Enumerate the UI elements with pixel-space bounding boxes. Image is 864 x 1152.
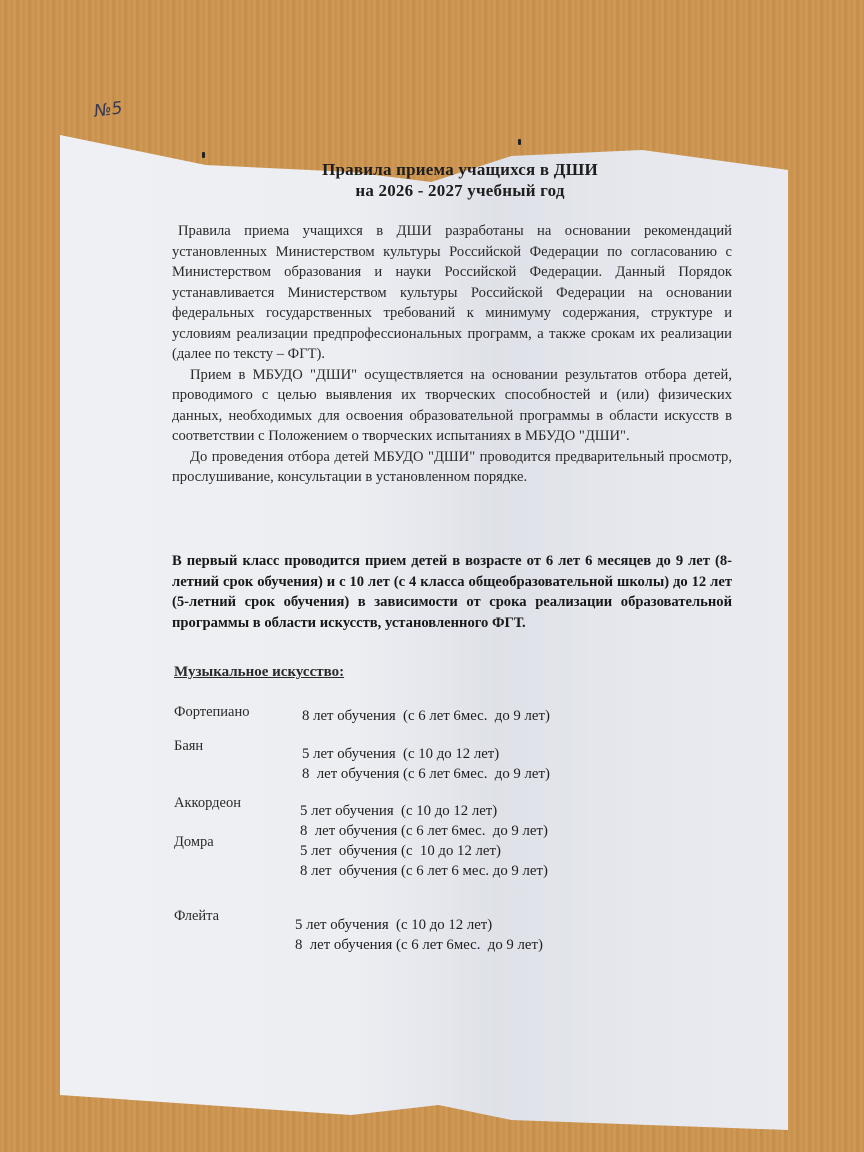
document-subtitle: на 2026 - 2027 учебный год [355, 181, 565, 200]
study-duration: 5 лет обучения (с 10 до 12 лет) [300, 843, 501, 859]
study-duration: 8 лет обучения (с 6 лет 6мес. до 9 лет) [300, 823, 548, 839]
paragraph-2: Прием в МБУДО "ДШИ" осуществляется на основании результатов отбора детей, проводимого с целью выявления их творческих способностей и (или) физических данных, необходимых для освоения образовательной программы в области искусств в соответствии с Положением о творческих испытаниях в МБУДО "ДШИ". [172, 366, 732, 444]
document-title: Правила приема учащихся в ДШИ [322, 160, 598, 179]
punch-mark [202, 152, 205, 158]
handwritten-note: №5 [92, 98, 124, 122]
study-duration: 8 лет обучения (с 6 лет 6мес. до 9 лет) [295, 937, 543, 953]
study-duration: 8 лет обучения (с 6 лет 6мес. до 9 лет) [302, 708, 550, 724]
instrument-name: Домра [174, 834, 214, 850]
admission-rule [172, 551, 732, 633]
study-duration: 5 лет обучения (с 10 до 12 лет) [300, 803, 498, 819]
intro-text [172, 221, 732, 488]
paragraph-3: До проведения отбора детей МБУДО "ДШИ" проводится предварительный просмотр, прослушивание, консультации в установленном порядке. [172, 448, 732, 485]
study-duration: 5 лет обучения (с 10 до 12 лет) [302, 746, 500, 762]
instrument-name: Аккордеон [174, 795, 241, 811]
instrument-name: Флейта [174, 908, 220, 924]
paragraph-1: Правила приема учащихся в ДШИ разработаны на основании рекомендаций установленных Министерством культуры Российской Федерации по согласованию с Министерством образования и науки Российской Федерации. Данный Порядок устанавливается Министерством культуры Российской Федерации на основании федеральных государственных требований к минимуму содержания, структуре и условиям реализации предпрофессиональных программ, а также срокам их реализации (далее по тексту – ФГТ). [172, 223, 732, 362]
study-duration: 8 лет обучения (с 6 лет 6мес. до 9 лет) [302, 766, 550, 782]
instrument-name: Фортепиано [174, 704, 250, 720]
punch-mark [518, 139, 521, 145]
study-duration: 5 лет обучения (с 10 до 12 лет) [295, 917, 493, 933]
instrument-name: Баян [174, 738, 204, 754]
admission-rule-text: В первый класс проводится прием детей в возрасте от 6 лет 6 месяцев до 9 лет (8-летний срок обучения) и с 10 лет (с 4 класса общеобразовательной школы) до 12 лет (5-летний срок обучения) в зависимости от срока реализации образовательной программы в области искусств, установленного ФГТ. [172, 553, 732, 631]
study-duration: 8 лет обучения (с 6 лет 6 мес. до 9 лет) [300, 863, 548, 879]
section-heading: Музыкальное искусство: [174, 664, 345, 680]
